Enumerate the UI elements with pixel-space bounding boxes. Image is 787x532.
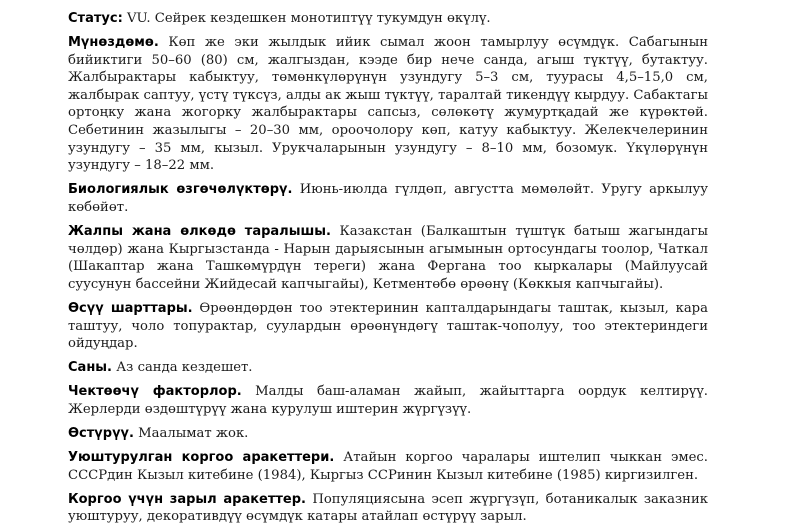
- abundance-section: [68, 359, 708, 377]
- cultivation-heading: Өстүрүү.: [68, 425, 134, 441]
- status-section: [68, 10, 708, 28]
- habitat-section: [68, 300, 708, 353]
- cultivation-text: Маалымат жок.: [133, 425, 249, 441]
- status-text: VU. Сейрек кездешкен монотиптүү тукумдун өкүлү.: [122, 11, 491, 26]
- document-page: [68, 10, 708, 532]
- distribution-text: Казакстан (Балкаштын түштүк батыш жагындагы чөлдөр) жана Кыргызстанда - Нарын дарыясынын агымынын ортосундагы тоолор, Чаткал (Шакаптар жана Ташкөмүрдүн тереги) жана Фергана тоо кыркалары (Майлуусай суусунун бассейни Жийдесай капчыгайы), Кетментөбө өрөөнү (Көккыя капчыгайы).: [68, 224, 708, 292]
- required-actions-heading: Коргоо үчүн зарыл аракеттер.: [68, 491, 306, 507]
- limiting-factors-heading: Чектөөчү факторлор.: [68, 384, 242, 400]
- limiting-factors-section: [68, 383, 708, 418]
- required-actions-section: [68, 491, 708, 526]
- status-heading: Статус:: [68, 11, 123, 26]
- biology-heading: Биологиялык өзгөчөлүктөрү.: [68, 182, 293, 198]
- habitat-heading: Өсүү шарттары.: [68, 300, 193, 316]
- biology-text: Июнь-июлда гүлдөп, августта мөмөлөйт. Уругу аркылуу көбөйөт.: [68, 182, 709, 215]
- protection-measures-text: Атайын коргоо чаралары иштелип чыккан эмес. СССРдин Кызыл китебине (1984), Кыргыз ССРинин Кызыл китебине (1985) киргизилген.: [68, 450, 708, 483]
- habitat-text: Өрөөндөрдөн тоо этектеринин капталдарындагы таштак, кызыл, кара таштуу, чоло топурактар, суулардын өрөөнүндөгү таштак-чополуу, тоо этектериндеги ойдуңдар.: [68, 300, 708, 352]
- biology-section: [68, 181, 708, 216]
- distribution-heading: Жалпы жана өлкөдө таралышы.: [68, 224, 331, 240]
- description-heading: Мүнөздөмө.: [68, 35, 159, 51]
- protection-measures-heading: Уюштурулган коргоо аракеттери.: [68, 450, 335, 466]
- abundance-text: Аз санда кездешет.: [112, 360, 253, 376]
- limiting-factors-text: Малды баш-аламан жайып, жайыттарга оордук келтирүү. Жерлерди өздөштүрүү жана курулуш иштерин жүргүзүү.: [68, 384, 709, 417]
- cultivation-section: [68, 425, 708, 443]
- required-actions-text: Популяциясына эсеп жүргүзүп, ботаникалык заказник уюштуруу, декоративдүү өсүмдүк катары атайлап өстүрүү зарыл.: [68, 491, 708, 525]
- description-text: Көп же эки жылдык ийик сымал жоон тамырлуу өсүмдүк. Сабагынын бийиктиги 50–60 (80) см, жалгыздан, кээде бир нече санда, агыш түктүү, бутактуу. Жалбырактары кабыктуу, төмөнкүлөрүнүн узундугу 5–3 см, туурасы 4,5–15,0 см, жалбырак саптуу, үстү түксүз, алды ак жыш түктүү, таралтай тикендүү кырдуу. Сабактагы ортоңку жана жогорку жалбырактары сапсыз, сөлөкөтү жумуртқадай же күрөктөй. Себетинин жазылыгы – 20–30 мм, ороочолору көп, катуу кабыктуу. Желекчелеринин узундугу – 35 мм, кызыл. Урукчаларынын узундугу – 8–10 мм, бозомук. Үкүлөрүнүн узундугу – 18–22 мм.: [68, 35, 708, 174]
- distribution-section: [68, 223, 708, 293]
- abundance-heading: Саны.: [68, 360, 112, 376]
- description-section: [68, 34, 708, 175]
